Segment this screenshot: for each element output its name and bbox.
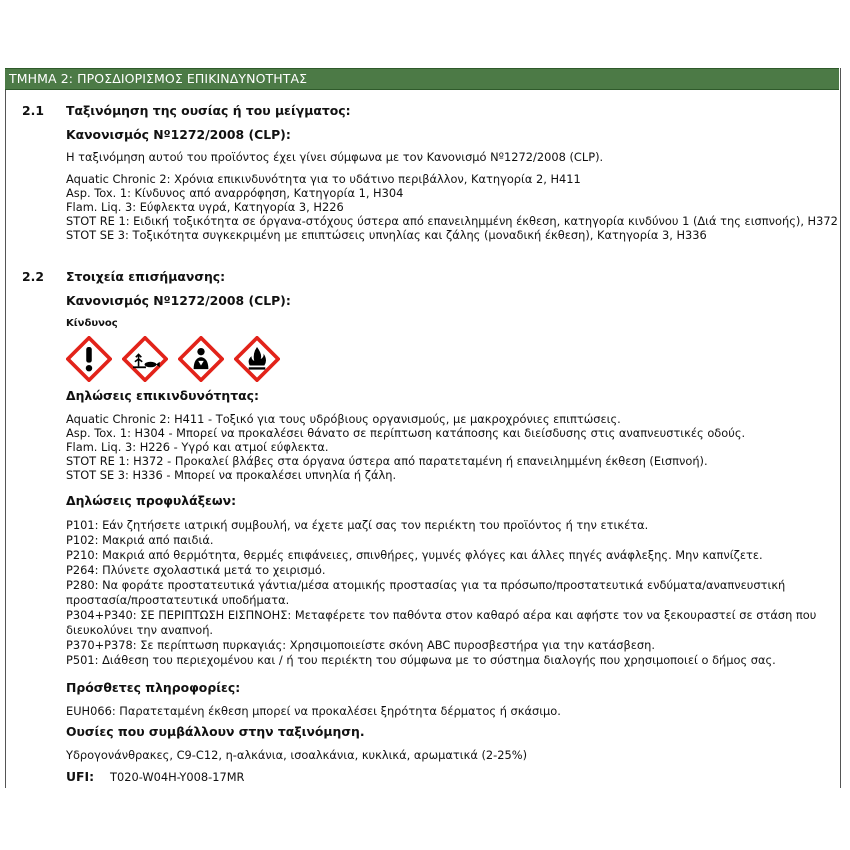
- precautionary-statement: P304+P340: ΣΕ ΠΕΡΙΠΤΩΣΗ ΕΙΣΠΝΟΗΣ: Μεταφέρετε τον παθόντα στον καθαρό αέρα και αφήστε τον να ξεκουραστεί σε στάση που: [66, 608, 817, 622]
- section-header: [5, 68, 839, 90]
- classification-item: Flam. Liq. 3: Εύφλεκτα υγρά, Κατηγορία 3, H226: [66, 200, 344, 214]
- contributing-substances-text: Υδρογονάνθρακες, C9-C12, η-αλκάνια, ισοαλκάνια, κυκλικά, αρωματικά (2-25%): [66, 748, 528, 762]
- ufi-label: UFI:: [66, 769, 95, 784]
- environment-icon: [122, 336, 168, 382]
- hazard-statements-title: Δηλώσεις επικινδυνότητας:: [66, 388, 259, 403]
- hazard-statement: STOT RE 1: H372 - Προκαλεί βλάβες στα όργανα ύστερα από παρατεταμένη ή επανειλημμένη έκθεση (Εισπνοή).: [66, 454, 708, 468]
- hazard-statement: Aquatic Chronic 2: H411 - Τοξικό για τους υδρόβιους οργανισμούς, με μακροχρόνιες επιπτώσεις.: [66, 412, 621, 426]
- section-2-2-regulation: Κανονισμός Νº1272/2008 (CLP):: [66, 293, 291, 308]
- precautionary-statement: P210: Μακριά από θερμότητα, θερμές επιφάνειες, σπινθήρες, γυμνές φλόγες και άλλες πηγές ανάφλεξης. Μην καπνίζετε.: [66, 548, 763, 562]
- signal-word: Κίνδυνος: [66, 318, 118, 329]
- classification-intro: Η ταξινόμηση αυτού του προϊόντος έχει γίνει σύμφωνα με τον Κανονισμό Nº1272/2008 (CLP).: [66, 150, 604, 164]
- classification-item: STOT SE 3: Τοξικότητα συγκεκριμένη με επιπτώσεις υπνηλίας και ζάλης (μοναδική έκθεση), Κατηγορία 3, H336: [66, 228, 707, 242]
- contributing-substances-title: Ουσίες που συμβάλλουν στην ταξινόμηση.: [66, 724, 365, 739]
- precautionary-statement: P101: Εάν ζητήσετε ιατρική συμβουλή, να έχετε μαζί σας τον περιέκτη του προϊόντος ή την ετικέτα.: [66, 518, 649, 532]
- classification-item: Asp. Tox. 1: Κίνδυνος από αναρρόφηση, Κατηγορία 1, H304: [66, 186, 404, 200]
- classification-list: [66, 172, 838, 242]
- section-2-1-title: Ταξινόμηση της ουσίας ή του μείγματος:: [66, 103, 351, 118]
- section-2-2-number: 2.2: [22, 269, 44, 284]
- classification-item: STOT RE 1: Ειδική τοξικότητα σε όργανα-στόχους ύστερα από επανειλημμένη έκθεση, κατηγορία κινδύνου 1 (Διά της εισπνοής), H372: [66, 214, 838, 228]
- section-2-2-title: Στοιχεία επισήμανσης:: [66, 269, 226, 284]
- precautionary-statements-list: [66, 518, 816, 668]
- exclamation-icon: [66, 336, 112, 382]
- flame-icon: [234, 336, 280, 382]
- hazard-statement: Asp. Tox. 1: H304 - Μπορεί να προκαλέσει θάνατο σε περίπτωση κατάποσης και διείσδυσης στις αναπνευστικές οδούς.: [66, 426, 746, 440]
- precautionary-statement: προστασία/προστατευτικά υποδήματα.: [66, 593, 290, 607]
- additional-info-text: EUH066: Παρατεταμένη έκθεση μπορεί να προκαλέσει ξηρότητα δέρματος ή σκάσιμο.: [66, 704, 561, 718]
- precautionary-statements-title: Δηλώσεις προφυλάξεων:: [66, 493, 237, 508]
- ufi-value: T020-W04H-Y008-17MR: [110, 770, 245, 784]
- classification-item: Aquatic Chronic 2: Χρόνια επικινδυνότητα για το υδάτινο περιβάλλον, Κατηγορία 2, H411: [66, 172, 581, 186]
- precautionary-statement: P501: Διάθεση του περιεχομένου και / ή του περιέκτη του σύμφωνα με το σύστημα διαλογής που χρησιμοποιεί ο δήμος σας.: [66, 653, 776, 667]
- health-hazard-icon: [178, 336, 224, 382]
- precautionary-statement: P264: Πλύνετε σχολαστικά μετά το χειρισμό.: [66, 563, 326, 577]
- additional-info-title: Πρόσθετες πληροφορίες:: [66, 680, 241, 695]
- hazard-statements-list: [66, 412, 745, 482]
- precautionary-statement: P370+P378: Σε περίπτωση πυρκαγιάς: Χρησιμοποιείστε σκόνη ABC πυροσβεστήρα για την κατάσβεση.: [66, 638, 655, 652]
- hazard-statement: STOT SE 3: H336 - Μπορεί να προκαλέσει υπνηλία ή ζάλη.: [66, 468, 397, 482]
- hazard-statement: Flam. Liq. 3: H226 - Υγρό και ατμοί εύφλεκτα.: [66, 440, 329, 454]
- section-2-1-regulation: Κανονισμός Νº1272/2008 (CLP):: [66, 127, 291, 142]
- precautionary-statement: διευκολύνει την αναπνοή.: [66, 623, 214, 637]
- precautionary-statement: P102: Μακριά από παιδιά.: [66, 533, 214, 547]
- section-2-1-number: 2.1: [22, 103, 44, 118]
- precautionary-statement: P280: Να φοράτε προστατευτικά γάντια/μέσα ατομικής προστασίας για τα πρόσωπο/προστατευτικά ενδύματα/αναπνευστική: [66, 578, 786, 592]
- section-title: ΤΜΗΜΑ 2: ΠΡΟΣΔΙΟΡΙΣΜΟΣ ΕΠΙΚΙΝΔΥΝΟΤΗΤΑΣ: [9, 71, 308, 86]
